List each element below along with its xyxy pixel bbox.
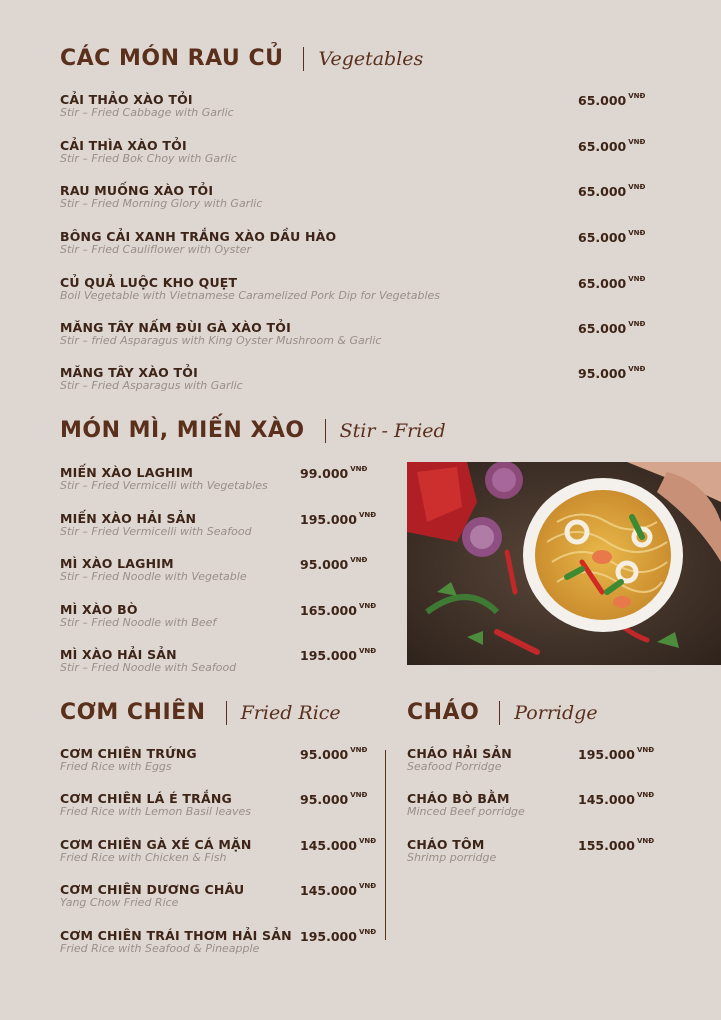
menu-item [60,93,234,119]
dish-description: Shrimp porridge [407,851,497,864]
dish-price: 65.000 $^{VNĐ}$ [578,92,646,108]
dish-price: 95.000 $^{VNĐ}$ [300,791,368,807]
friedrice-title-en: Fried Rice [240,701,341,724]
dish-description: Fried Rice with Seafood & Pineapple [60,942,260,955]
porridge-title-vn: CHÁO [407,700,480,725]
dish-price: 95.000 $^{VNĐ}$ [300,746,368,762]
dish-name: MIẾN XÀO HẢI SẢN [60,511,197,526]
dish-name: CHÁO TÔM [407,837,485,852]
dish-description: Fried Rice with Eggs [60,760,172,773]
friedrice-title-vn: CƠM CHIÊN [60,700,206,725]
currency-label: VNĐ [358,647,377,655]
dish-name: CƠM CHIÊN LÁ É TRẮNG [60,791,232,806]
menu-item [60,321,381,347]
dish-price: 195.000 $^{VNĐ}$ [300,511,377,527]
dish-price: 145.000 $^{VNĐ}$ [300,882,377,898]
dish-price: 65.000 $^{VNĐ}$ [578,229,646,245]
currency-label: VNĐ [628,320,646,328]
menu-item [407,747,512,773]
menu-item [60,603,216,629]
menu-item [407,838,496,864]
dish-description: Stir – Fried Noodle with Beef [60,616,217,629]
dish-price: 145.000 $^{VNĐ}$ [300,837,377,853]
currency-label: VNĐ [358,511,377,519]
dish-price: 65.000 $^{VNĐ}$ [578,320,646,336]
menu-item [60,230,336,256]
menu-item [60,276,440,302]
menu-item [407,792,525,818]
dish-name: CẢI THÌA XÀO TỎI [60,138,187,153]
title-separator [226,701,227,725]
dish-description: Stir – Fried Asparagus with Garlic [60,379,243,392]
currency-label: VNĐ [628,138,646,146]
dish-price: 99.000 $^{VNĐ}$ [300,465,368,481]
dish-name: RAU MUỐNG XÀO TỎI [60,183,214,198]
dish-description: Stir – Fried Noodle with Seafood [60,661,237,674]
dish-price: 65.000 $^{VNĐ}$ [578,275,646,291]
dish-price: 65.000 $^{VNĐ}$ [578,138,646,154]
menu-item [60,838,252,864]
dish-description: Stir – Fried Noodle with Vegetable [60,570,247,583]
dish-description: Stir – Fried Cauliflower with Oyster [60,243,251,256]
vegetables-title [60,46,423,71]
vegetables-title-en: Vegetables [318,47,424,70]
currency-label: VNĐ [350,746,368,754]
porridge-title [407,700,598,725]
currency-label: VNĐ [350,791,368,799]
currency-label: VNĐ [350,465,368,473]
menu-item [60,512,252,538]
stirfried-title-vn: MÓN MÌ, MIẾN XÀO [60,418,305,443]
dish-name: MĂNG TÂY XÀO TỎI [60,365,198,380]
vegetables-title-vn: CÁC MÓN RAU CỦ [60,46,284,71]
dish-description: Minced Beef porridge [407,805,525,818]
currency-label: VNĐ [628,183,646,191]
menu-item [60,648,236,674]
menu-item [60,792,251,818]
dish-price: 95.000 $^{VNĐ}$ [578,365,646,381]
currency-label: VNĐ [358,837,377,845]
dish-name: CƠM CHIÊN TRÁI THƠM HẢI SẢN [60,928,292,943]
stirfried-title-en: Stir - Fried [339,419,446,442]
currency-label: VNĐ [358,882,377,890]
dish-price: 155.000 $^{VNĐ}$ [578,837,655,853]
dish-name: MĂNG TÂY NẤM ĐÙI GÀ XÀO TỎI [60,320,291,335]
dish-price: 95.000 $^{VNĐ}$ [300,556,368,572]
dish-name: CHÁO BÒ BẰM [407,791,510,806]
dish-name: MÌ XÀO BÒ [60,602,138,617]
dish-price: 195.000 $^{VNĐ}$ [578,746,655,762]
dish-name: MÌ XÀO LAGHIM [60,556,174,571]
dish-name: CƠM CHIÊN TRỨNG [60,746,197,761]
menu-item [60,883,244,909]
dish-name: BÔNG CẢI XANH TRẮNG XÀO DẦU HÀO [60,229,337,244]
dish-description: Stir – Fried Morning Glory with Garlic [60,197,263,210]
noodle-dish-illustration [407,462,721,665]
stirfried-title [60,418,446,443]
menu-item [60,747,197,773]
menu-item [60,557,247,583]
noodle-dish-photo [407,462,721,665]
title-separator [325,419,326,443]
currency-label: VNĐ [358,602,377,610]
dish-description: Boil Vegetable with Vietnamese Caramelized Pork Dip for Vegetables [60,289,440,302]
currency-label: VNĐ [358,928,377,936]
menu-item [60,466,268,492]
dish-name: MÌ XÀO HẢI SẢN [60,647,177,662]
dish-description: Seafood Porridge [407,760,502,773]
currency-label: VNĐ [628,365,646,373]
menu-item [60,184,262,210]
dish-description: Stir – Fried Vermicelli with Seafood [60,525,252,538]
friedrice-title [60,700,341,725]
dish-description: Stir – Fried Bok Choy with Garlic [60,152,237,165]
porridge-title-en: Porridge [514,701,598,724]
currency-label: VNĐ [636,837,655,845]
currency-label: VNĐ [628,275,646,283]
dish-description: Stir – Fried Cabbage with Garlic [60,106,234,119]
dish-name: CƠM CHIÊN GÀ XÉ CÁ MẶN [60,837,252,852]
menu-item [60,139,237,165]
title-separator [303,47,304,71]
title-separator [499,701,500,725]
dish-price: 195.000 $^{VNĐ}$ [300,928,377,944]
dish-price: 145.000 $^{VNĐ}$ [578,791,655,807]
menu-item [60,929,292,955]
dish-price: 165.000 $^{VNĐ}$ [300,602,377,618]
dish-description: Yang Chow Fried Rice [60,896,179,909]
dish-name: CẢI THẢO XÀO TỎI [60,92,193,107]
currency-label: VNĐ [628,229,646,237]
dish-description: Fried Rice with Lemon Basil leaves [60,805,252,818]
dish-description: Stir – Fried Vermicelli with Vegetables [60,479,268,492]
dish-description: Stir – fried Asparagus with King Oyster Mushroom & Garlic [60,334,382,347]
dish-name: CỦ QUẢ LUỘC KHO QUẸT [60,275,238,290]
dish-name: CƠM CHIÊN DƯƠNG CHÂU [60,882,245,897]
dish-price: 65.000 $^{VNĐ}$ [578,183,646,199]
column-divider [385,750,386,940]
currency-label: VNĐ [628,92,646,100]
currency-label: VNĐ [350,556,368,564]
dish-description: Fried Rice with Chicken & Fish [60,851,227,864]
menu-item [60,366,243,392]
currency-label: VNĐ [636,791,655,799]
dish-price: 195.000 $^{VNĐ}$ [300,647,377,663]
currency-label: VNĐ [636,746,655,754]
dish-name: CHÁO HẢI SẢN [407,746,512,761]
dish-name: MIẾN XÀO LAGHIM [60,465,194,480]
